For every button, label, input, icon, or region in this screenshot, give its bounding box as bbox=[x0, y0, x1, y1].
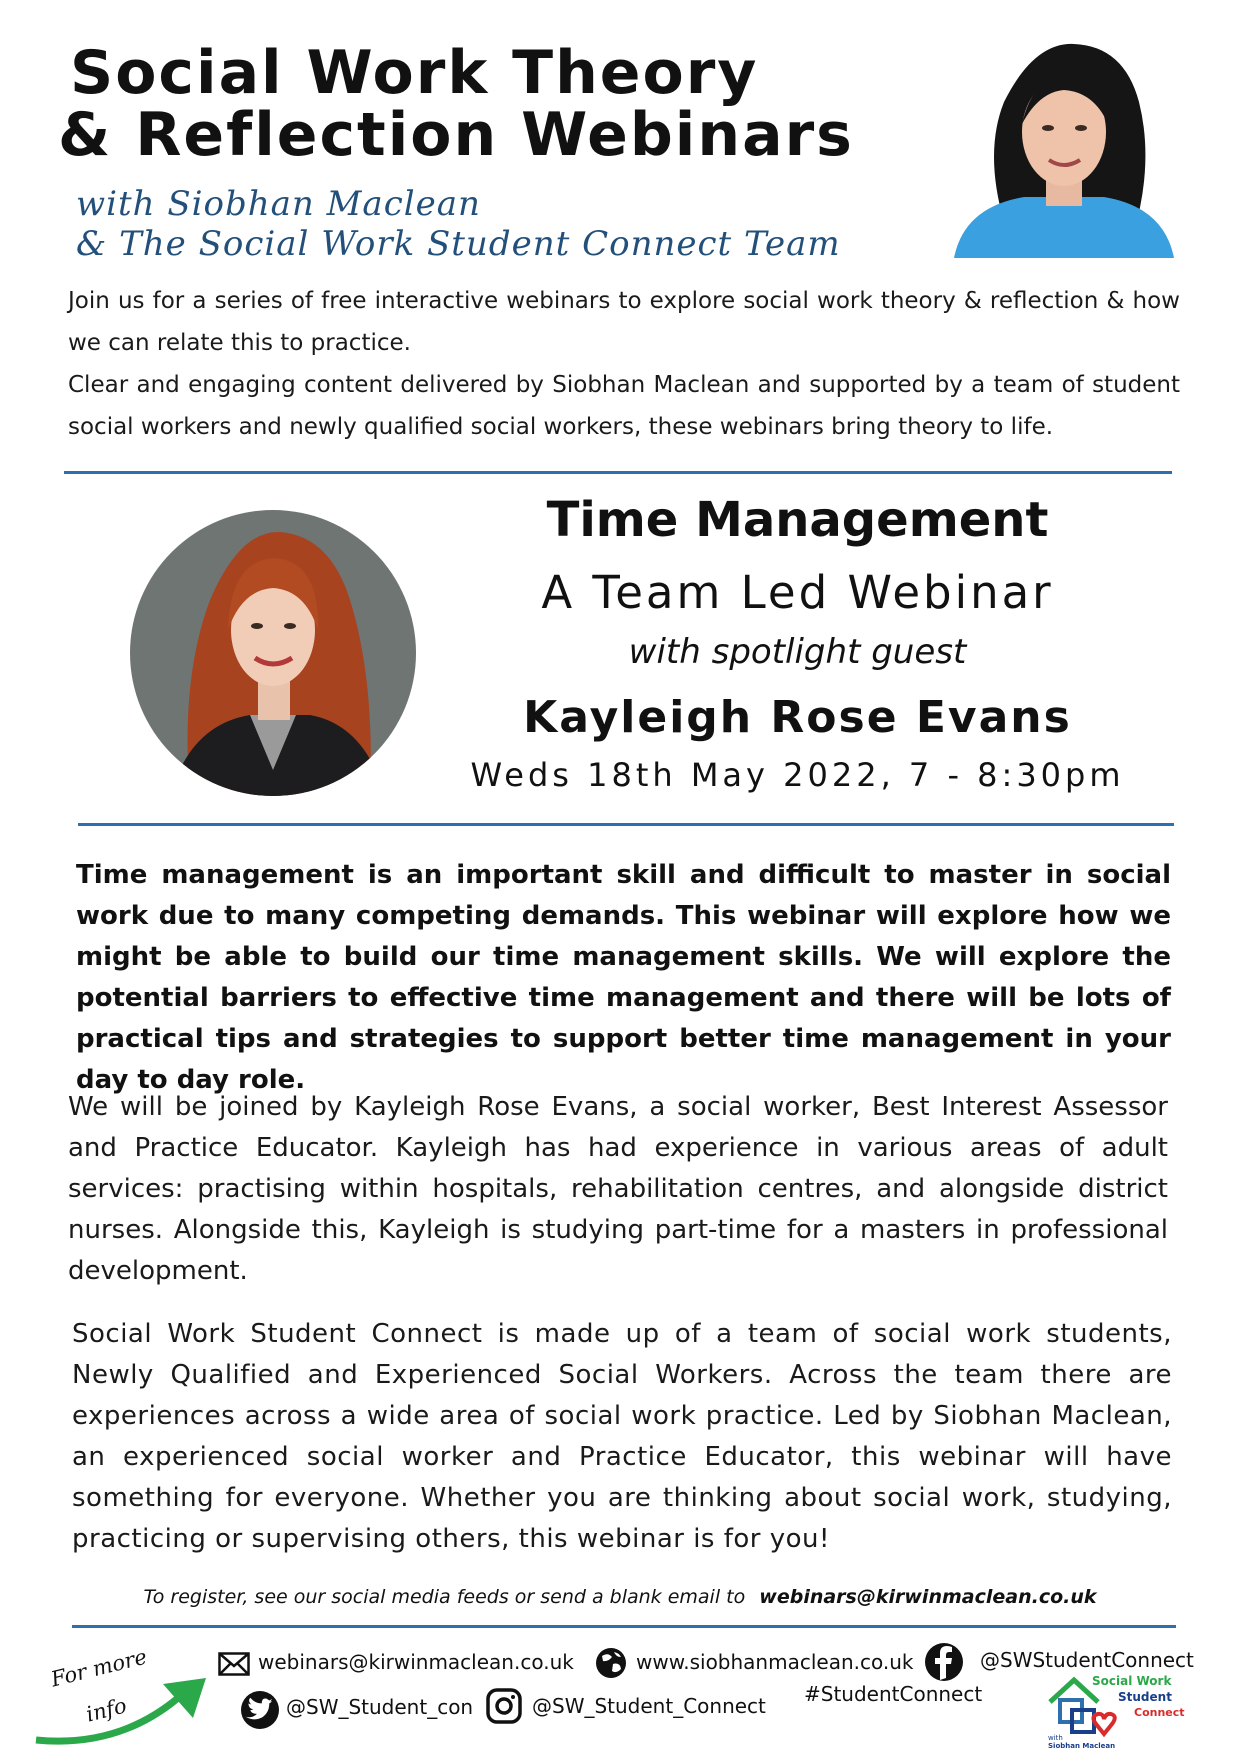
intro-paragraph-1: Join us for a series of free interactive webinars to explore social work theory & reflection & how we can relate this to practice. bbox=[68, 288, 1180, 356]
event-title: Time Management bbox=[546, 492, 1049, 548]
intro-paragraph-2: Clear and engaging content delivered by Siobhan Maclean and supported by a team of student social workers and newly qualified social workers, these webinars bring theory to life. bbox=[68, 372, 1180, 440]
divider bbox=[72, 1625, 1176, 1628]
footer-website[interactable]: www.siobhanmaclean.co.uk bbox=[636, 1650, 914, 1674]
logo-with: with bbox=[1048, 1734, 1063, 1742]
register-text: To register, see our social media feeds or send a blank email to bbox=[143, 1586, 746, 1608]
footer-hashtag: #StudentConnect bbox=[804, 1682, 983, 1706]
twitter-icon bbox=[240, 1690, 280, 1730]
divider bbox=[64, 471, 1172, 474]
guest-bio: We will be joined by Kayleigh Rose Evans, a social worker, Best Interest Assessor and Practice Educator. Kayleigh has had experience in various areas of adult services: practising within hospitals, rehabilitation centres, and alongside district nurses. Alongside this, Kayleigh is studying part-time for a masters in professional development. bbox=[68, 1092, 1168, 1286]
footer-facebook[interactable]: @SWStudentConnect bbox=[980, 1648, 1194, 1672]
info-label: info bbox=[83, 1693, 129, 1727]
green-arrow-icon bbox=[28, 1670, 218, 1750]
subtitle-line-1: with Siobhan Maclean bbox=[76, 184, 481, 224]
globe-icon bbox=[594, 1646, 628, 1680]
guest-name: Kayleigh Rose Evans bbox=[523, 692, 1072, 743]
register-note bbox=[0, 1586, 1240, 1608]
logo-line-2: Student bbox=[1118, 1690, 1172, 1704]
student-connect-logo bbox=[1046, 1674, 1196, 1750]
title-line-1: Social Work Theory bbox=[70, 38, 759, 108]
footer-email[interactable]: webinars@kirwinmaclean.co.uk bbox=[258, 1650, 574, 1674]
event-subtitle: A Team Led Webinar bbox=[541, 566, 1054, 619]
footer-instagram[interactable]: @SW_Student_Connect bbox=[532, 1694, 766, 1718]
team-description: Social Work Student Connect is made up of a team of social work students, Newly Qualified and Experienced Social Workers. Across the team there are experiences across a wide area of social work practice. Led by Siobhan Maclean, an experienced social worker and Practice Educator, this webinar will have something for everyone. Whether you are thinking about social work, studying, practicing or supervising others, this webinar is for you! bbox=[72, 1319, 1172, 1554]
page-title bbox=[58, 38, 854, 170]
footer-twitter[interactable]: @SW_Student_con bbox=[286, 1695, 474, 1719]
envelope-icon bbox=[218, 1652, 250, 1676]
subtitle-line-2: & The Social Work Student Connect Team bbox=[76, 224, 841, 264]
guest-photo bbox=[130, 510, 416, 796]
instagram-icon bbox=[486, 1688, 522, 1724]
intro-text bbox=[68, 280, 1180, 448]
for-more-label: For more bbox=[48, 1644, 150, 1692]
logo-line-1: Social Work bbox=[1092, 1674, 1172, 1688]
event-summary: Time management is an important skill and difficult to master in social work due to many competing demands. This webinar will explore how we might be able to build our time management skills. We will explore the potential barriers to effective time management and there will be lots of practical tips and strategies to support better time management in your day to day role. bbox=[76, 860, 1171, 1095]
facebook-icon bbox=[924, 1642, 964, 1682]
event-date: Weds 18th May 2022, 7 - 8:30pm bbox=[470, 756, 1125, 794]
logo-line-3: Connect bbox=[1134, 1706, 1185, 1719]
register-email[interactable]: webinars@kirwinmaclean.co.uk bbox=[759, 1586, 1097, 1608]
divider bbox=[78, 823, 1174, 826]
siobhan-photo bbox=[944, 32, 1180, 258]
spotlight-label: with spotlight guest bbox=[628, 632, 967, 672]
logo-name: Siobhan Maclean bbox=[1048, 1742, 1116, 1750]
title-line-2: & Reflection Webinars bbox=[58, 100, 854, 170]
